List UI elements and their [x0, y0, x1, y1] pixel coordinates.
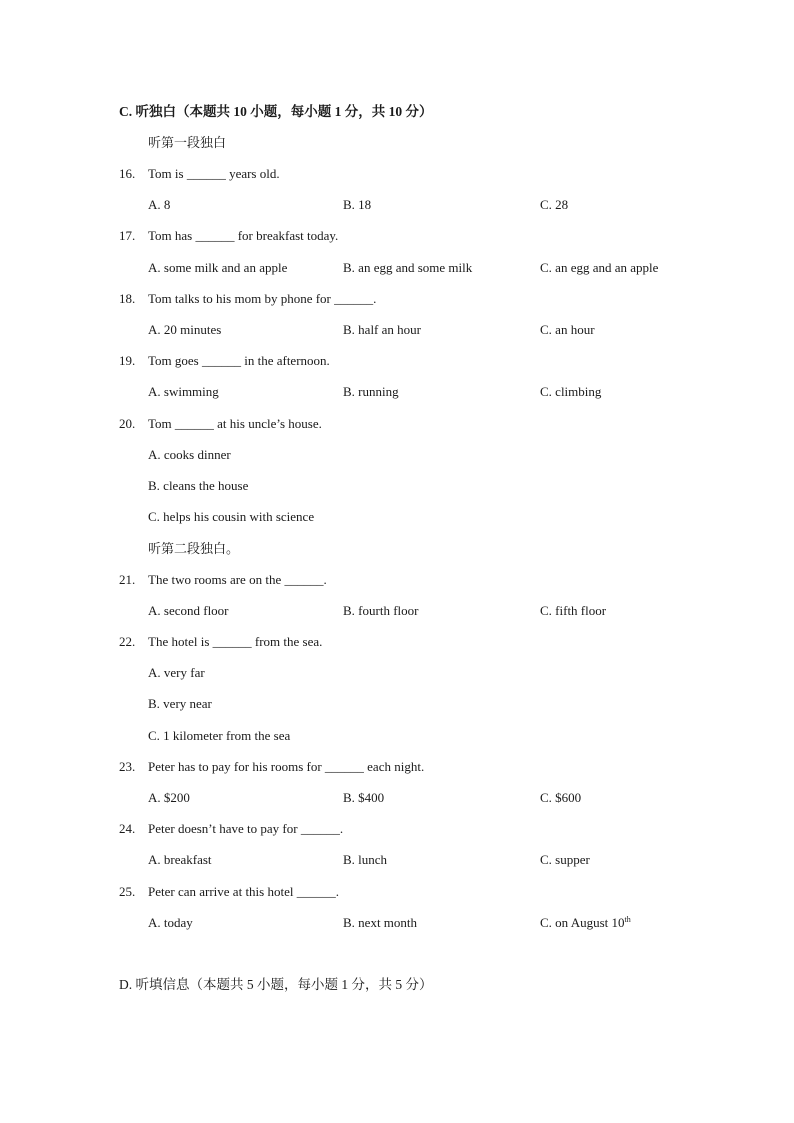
question-text: Tom is ______ years old.	[148, 166, 280, 181]
option-b: B. half an hour	[343, 322, 421, 337]
option-a: A. 8	[148, 197, 171, 212]
option-a: A. 20 minutes	[148, 322, 222, 337]
option-b: B. an egg and some milk	[343, 260, 473, 275]
question-text: The two rooms are on the ______.	[148, 572, 327, 587]
option-b: B. 18	[343, 197, 372, 212]
question-number: 19.	[119, 353, 136, 368]
question-number: 24.	[119, 821, 136, 836]
question-text: Peter doesn’t have to pay for ______.	[148, 821, 344, 836]
question-number: 16.	[119, 166, 136, 181]
option-a: A. $200	[148, 790, 190, 805]
option-b: B. $400	[343, 790, 385, 805]
question-number: 22.	[119, 634, 136, 649]
option-a: A. some milk and an apple	[148, 260, 288, 275]
option-c	[540, 915, 631, 931]
question-text: Tom talks to his mom by phone for ______.	[148, 291, 377, 306]
question-text: Peter can arrive at this hotel ______.	[148, 884, 339, 899]
option-b: B. lunch	[343, 852, 388, 867]
option-c: C. $600	[540, 790, 582, 805]
section-d-title: D. 听填信息（本题共 5 小题，每小题 1 分，共 5 分）	[119, 977, 433, 992]
option-c: C. 28	[540, 197, 569, 212]
question-text: The hotel is ______ from the sea.	[148, 634, 323, 649]
part1-label: 听第一段独白	[148, 135, 227, 150]
option-a: A. very far	[148, 665, 205, 680]
option-b: B. fourth floor	[343, 603, 419, 618]
option-b: B. cleans the house	[148, 478, 249, 493]
option-c: C. 1 kilometer from the sea	[148, 728, 291, 743]
question-number: 25.	[119, 884, 136, 899]
part2-label: 听第二段独白。	[148, 541, 240, 556]
question-number: 20.	[119, 416, 136, 431]
option-a: A. second floor	[148, 603, 229, 618]
section-c-title: C. 听独白（本题共 10 小题，每小题 1 分，共 10 分）	[119, 104, 433, 119]
option-a: A. today	[148, 915, 193, 930]
question-text: Tom ______ at his uncle’s house.	[148, 416, 322, 431]
option-b: B. very near	[148, 696, 212, 711]
question-text: Tom goes ______ in the afternoon.	[148, 353, 330, 368]
question-number: 17.	[119, 228, 136, 243]
option-c: C. an egg and an apple	[540, 260, 659, 275]
option-c: C. supper	[540, 852, 590, 867]
question-text: Tom has ______ for breakfast today.	[148, 228, 339, 243]
option-a: A. breakfast	[148, 852, 212, 867]
ordinal-suffix: th	[624, 915, 631, 924]
question-number: 18.	[119, 291, 136, 306]
option-b: B. running	[343, 384, 399, 399]
option-c: C. climbing	[540, 384, 602, 399]
question-number: 23.	[119, 759, 136, 774]
question-text: Peter has to pay for his rooms for ______ each night.	[148, 759, 425, 774]
option-b: B. next month	[343, 915, 418, 930]
option-c: C. an hour	[540, 322, 595, 337]
option-c: C. fifth floor	[540, 603, 607, 618]
question-number: 21.	[119, 572, 136, 587]
option-a: A. swimming	[148, 384, 219, 399]
option-c: C. helps his cousin with science	[148, 509, 315, 524]
option-c-text: C. on August 10	[540, 915, 625, 930]
option-a: A. cooks dinner	[148, 447, 231, 462]
